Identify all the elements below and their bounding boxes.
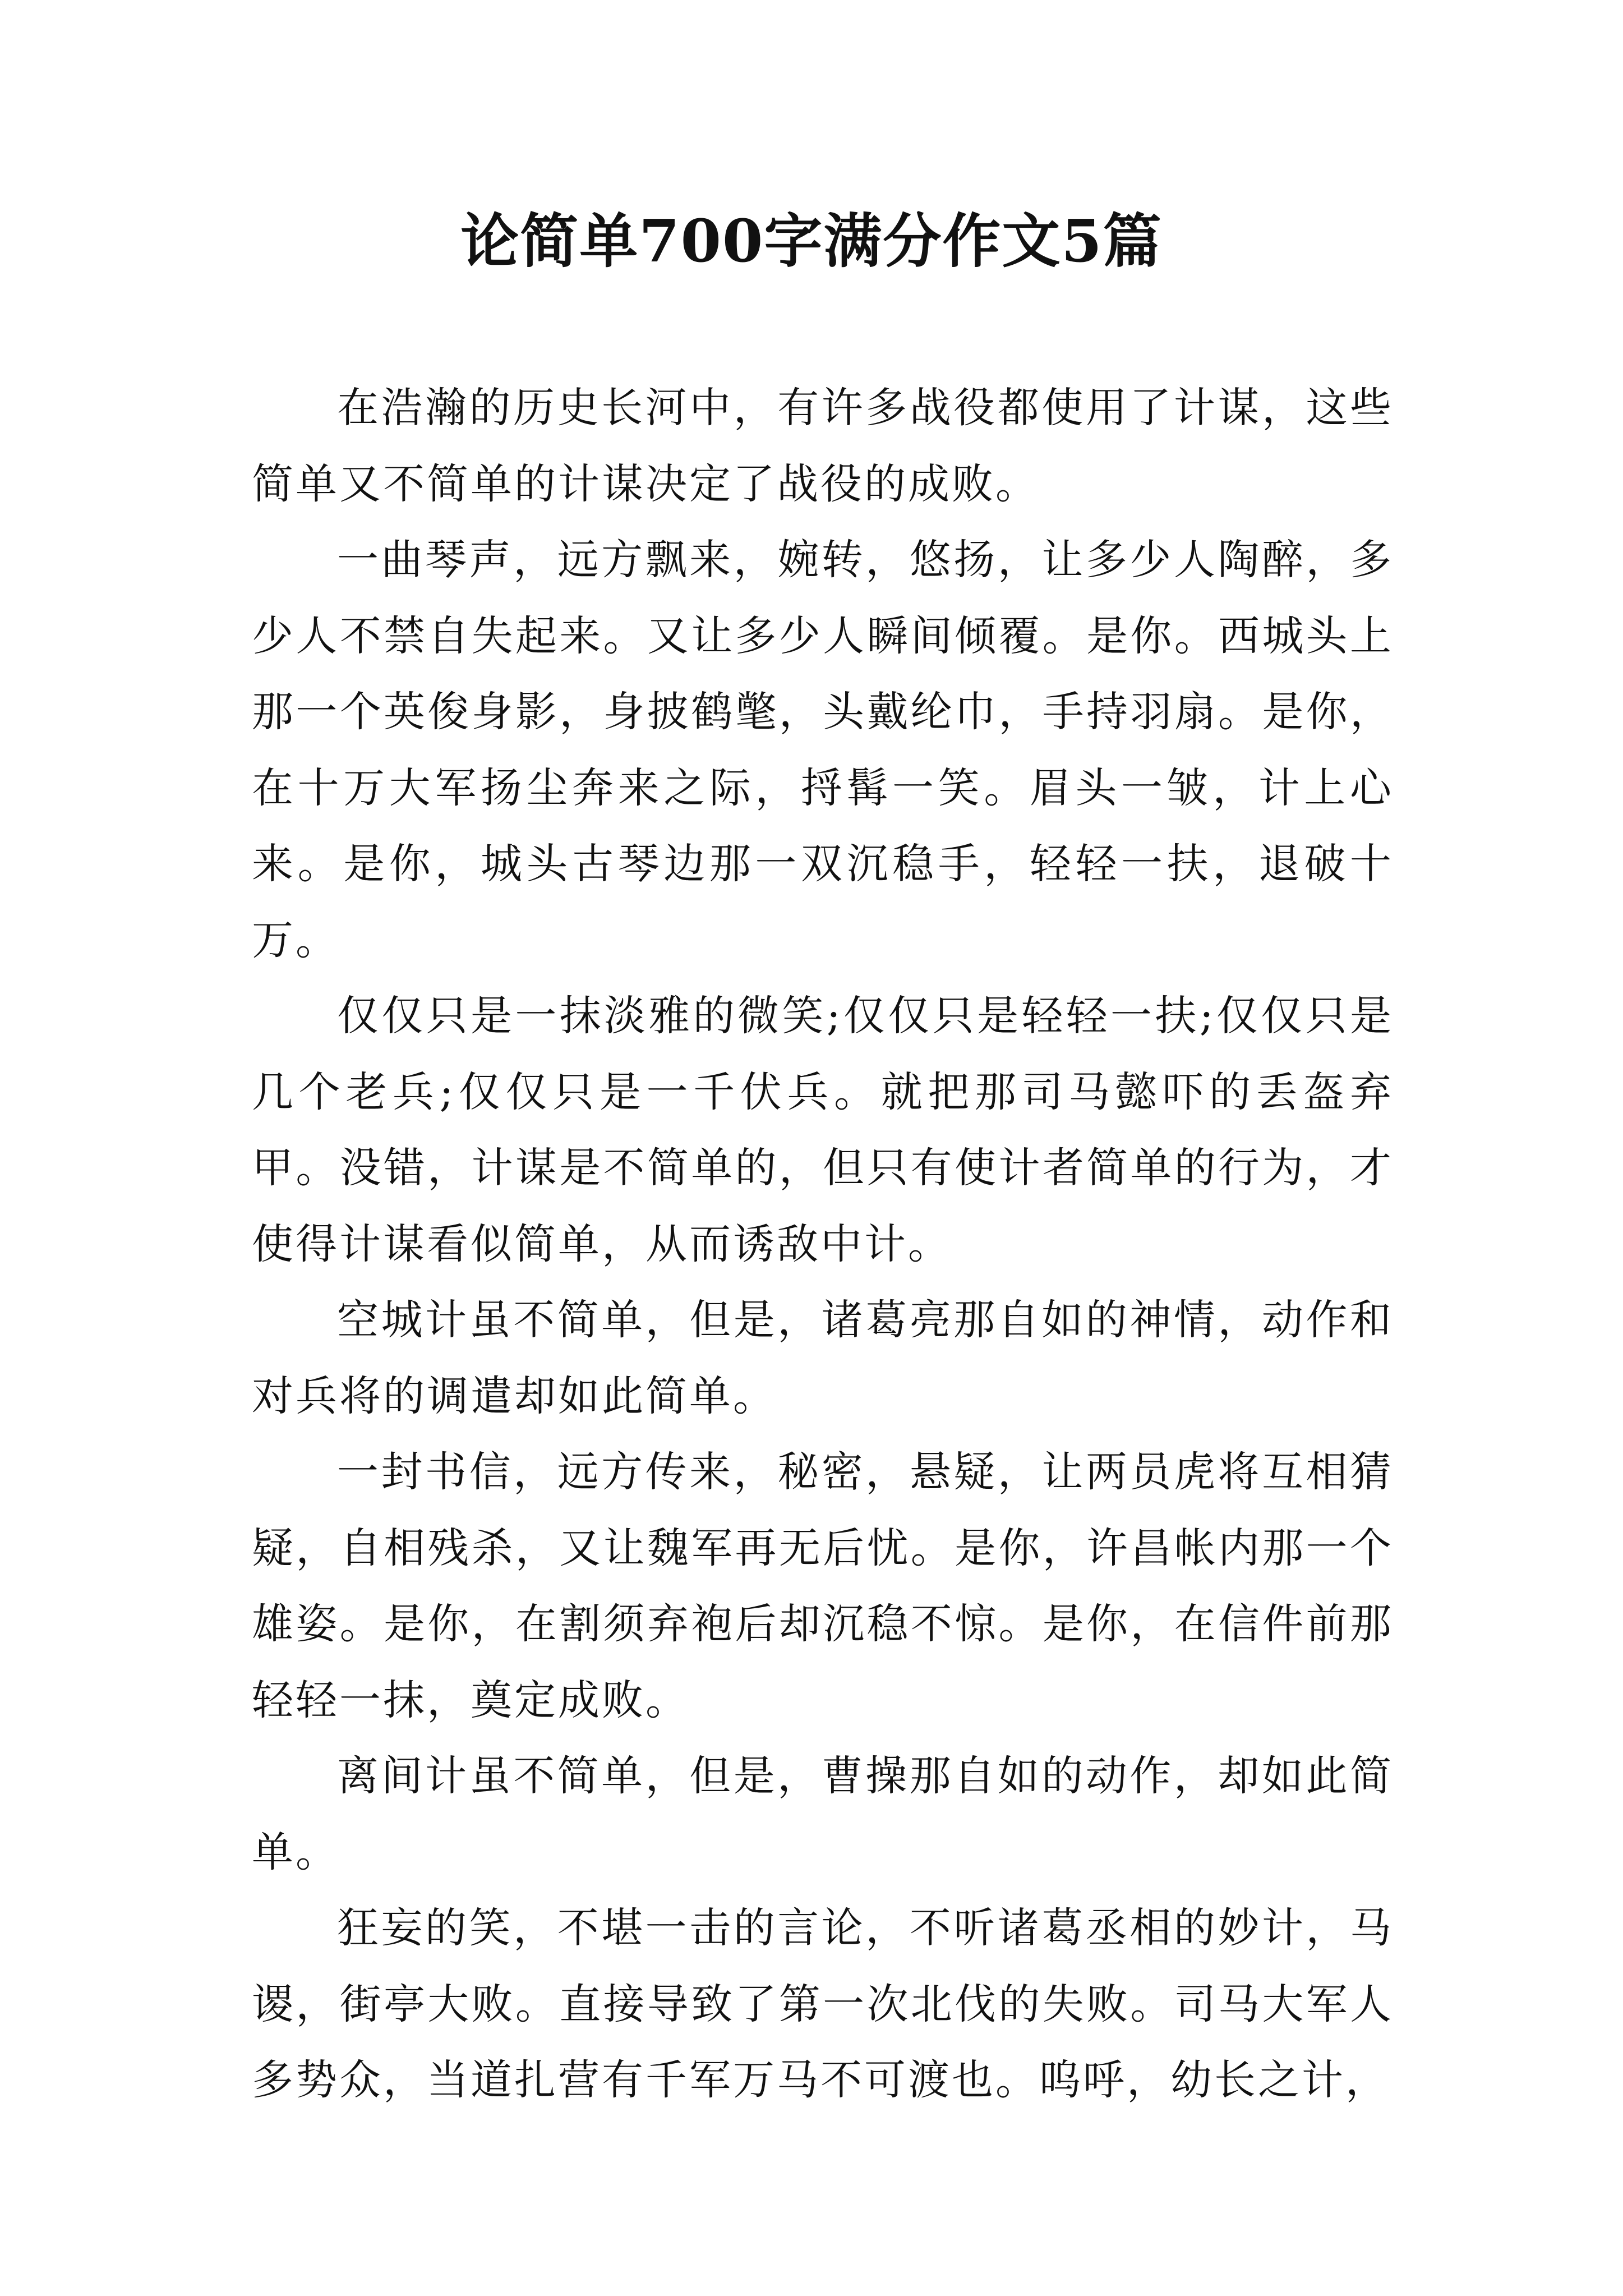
paragraph: 一曲琴声，远方飘来，婉转，悠扬，让多少人陶醉，多少人不禁自失起来。又让多少人瞬间倾覆。是你。西城头上那一个英俊身影，身披鹤氅，头戴纶巾，手持羽扇。是你，在十万大军扬尘奔来之际，捋髯一笑。眉头一皱，计上心来。是你，城头古琴边那一双沉稳手，轻轻一扶，退破十万。 <box>252 536 1394 964</box>
paragraph: 仅仅只是一抹淡雅的微笑;仅仅只是轻轻一扶;仅仅只是几个老兵;仅仅只是一千伏兵。就把那司马懿吓的丢盔弃甲。没错，计谋是不简单的，但只有使计者简单的行为，才使得计谋看似简单，从而诱敌中计。 <box>252 992 1394 1268</box>
paragraph: 狂妄的笑，不堪一击的言论，不听诸葛丞相的妙计，马谡，街亭大败。直接导致了第一次北伐的失败。司马大军人多势众，当道扎营有千军万马不可渡也。呜呼，幼长之计， <box>252 1904 1394 2104</box>
page-title: 论简单700字满分作文5篇 <box>460 206 1163 275</box>
paragraph: 在浩瀚的历史长河中，有许多战役都使用了计谋，这些简单又不简单的计谋决定了战役的成败。 <box>252 384 1394 508</box>
article-body <box>252 370 1394 2119</box>
paragraph: 空城计虽不简单，但是，诸葛亮那自如的神情，动作和对兵将的调遣却如此简单。 <box>252 1296 1394 1420</box>
paragraph: 一封书信，远方传来，秘密，悬疑，让两员虎将互相猜疑，自相残杀，又让魏军再无后忧。是你，许昌帐内那一个雄姿。是你，在割须弃袍后却沉稳不惊。是你，在信件前那轻轻一抹，奠定成败。 <box>252 1448 1394 1724</box>
paragraph: 离间计虽不简单，但是，曹操那自如的动作，却如此简单。 <box>252 1752 1394 1876</box>
